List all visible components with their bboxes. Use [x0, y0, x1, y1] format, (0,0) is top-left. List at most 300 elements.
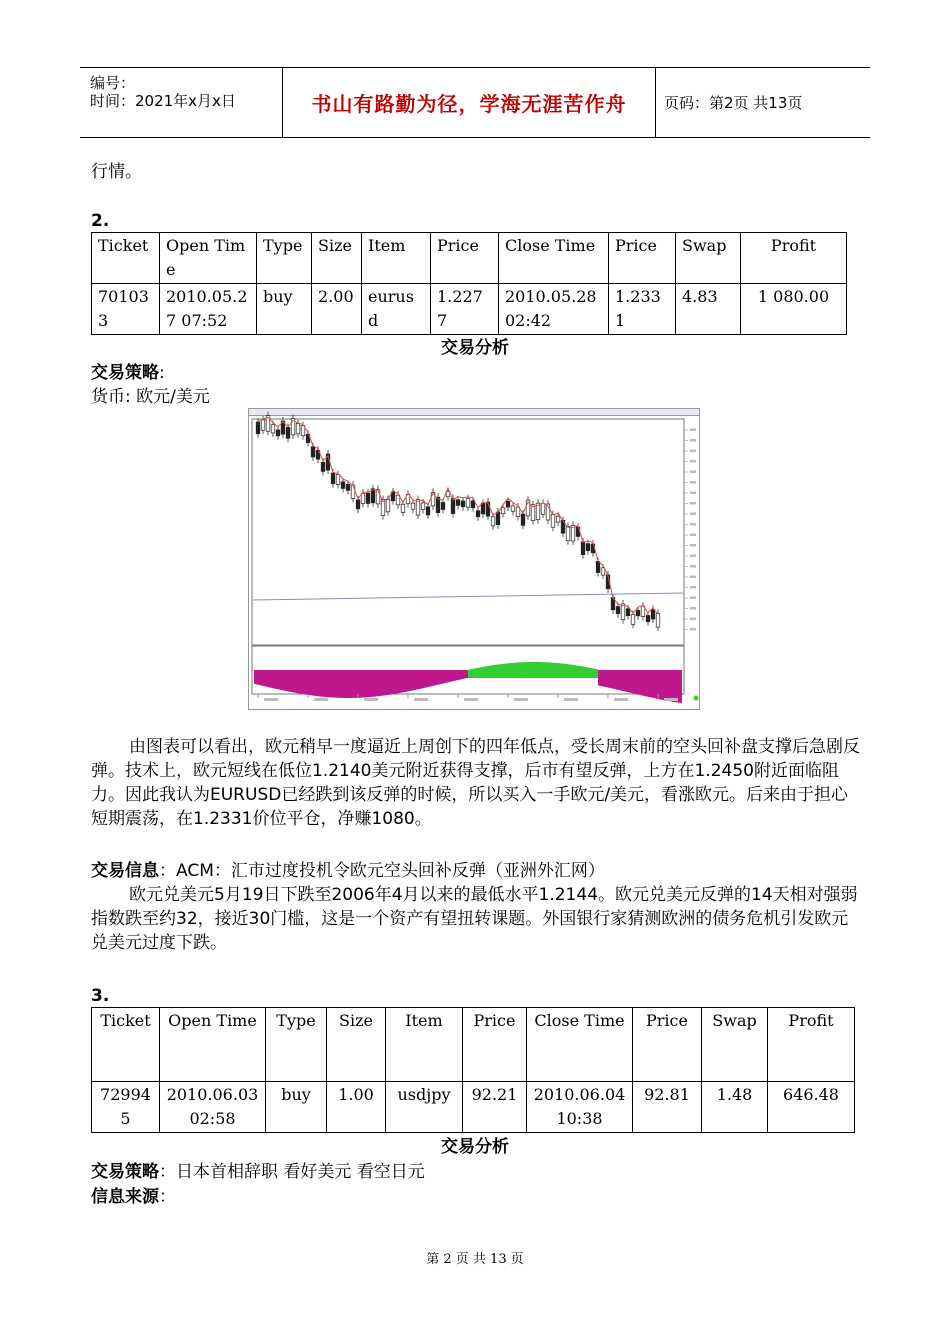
candle-body [336, 475, 340, 485]
trade2-paragraph-2: 欧元兑美元5月19日下跌至2006年4月以来的最低水平1.2144。欧元兑美元反弹的14天相对强弱指数跌至约32，接近30门槛，这是一个资产有望扭转课题。外国银行家猜测欧洲的债务危机引发欧元兑美元过度下跌。 [91, 885, 858, 953]
header-cell: Profit [768, 1008, 855, 1082]
indicator-bar [340, 670, 342, 698]
indicator-bar [444, 670, 446, 683]
indicator-bar [562, 664, 564, 678]
indicator-bar [302, 670, 304, 694]
indicator-bar [380, 670, 382, 696]
indicator-bar [516, 663, 518, 678]
indicator-bar [644, 670, 646, 696]
candle-body [351, 485, 355, 498]
table-header-row [92, 233, 847, 284]
header-cell: Price [463, 1008, 527, 1082]
indicator-bar [486, 666, 488, 678]
indicator-bar [612, 670, 614, 689]
axis-tick-label [690, 576, 696, 579]
axis-tick-label [690, 586, 696, 589]
indicator-bar [484, 667, 486, 678]
indicator-bar [274, 670, 276, 689]
indicator-bar [618, 670, 620, 690]
indicator-bar [286, 670, 288, 691]
candle-body [451, 498, 455, 513]
indicator-bar [262, 670, 264, 686]
source-label: 信息来源 [91, 1187, 159, 1207]
chart-titlebar [249, 409, 700, 416]
indicator-bar [360, 670, 362, 698]
indicator-bar [408, 670, 410, 691]
candle-body [466, 499, 470, 508]
indicator-bar [614, 670, 616, 689]
date-tick-label [314, 698, 328, 701]
indicator-bar [430, 670, 432, 686]
candle-body [321, 462, 325, 471]
indicator-bar [428, 670, 430, 687]
indicator-bar [296, 670, 298, 693]
indicator-bar [382, 670, 384, 696]
chart-svg [248, 408, 700, 710]
indicator-bar [334, 670, 336, 698]
indicator-bar [610, 670, 612, 688]
header-page-cell [656, 68, 870, 137]
candle-body [656, 613, 660, 627]
date-tick-label [264, 698, 278, 701]
indicator-bar [390, 670, 392, 694]
header-cell: Price [609, 233, 676, 284]
indicator-bar [492, 665, 494, 678]
indicator-bar [328, 670, 330, 697]
indicator-bar [258, 670, 260, 685]
indicator-bar [654, 670, 656, 698]
motto: 书山有路勤为径，学海无涯苦作舟 [311, 92, 627, 116]
indicator-bar [548, 662, 550, 678]
indicator-bar [386, 670, 388, 695]
axis-tick-label [690, 628, 696, 631]
candle-body [411, 503, 415, 509]
header-cell: Size [312, 233, 362, 284]
indicator-bar [678, 670, 680, 703]
indicator-bar [280, 670, 282, 690]
source-colon: ： [159, 1187, 176, 1207]
indicator-bar [290, 670, 292, 692]
table-cell: 1 080.00 [741, 284, 847, 335]
indicator-bar [456, 670, 458, 680]
candle-body [341, 482, 345, 489]
indicator-bar [546, 662, 548, 678]
indicator-bar [458, 670, 460, 680]
candle-body [491, 517, 495, 526]
indicator-bar [400, 670, 402, 693]
indicator-bar [522, 662, 524, 678]
eurusd-chart [248, 408, 700, 710]
indicator-bar [288, 670, 290, 692]
indicator-bar [322, 670, 324, 697]
indicator-bar [588, 668, 590, 678]
table-cell: 646.48 [768, 1082, 855, 1133]
indicator-bar [324, 670, 326, 697]
indicator-bar [404, 670, 406, 692]
page-header [80, 67, 870, 138]
header-cell: Type [266, 1008, 327, 1082]
indicator-bar [448, 670, 450, 682]
trade3-analysis-title: 交易分析 [441, 1137, 509, 1157]
date-tick-label [514, 698, 528, 701]
indicator-bar [602, 670, 604, 686]
table-cell: buy [257, 284, 312, 335]
trade2-paragraph-1: 由图表可以看出，欧元稍早一度逼近上周创下的四年低点，受长周末前的空头回补盘支撑后急剧反弹。技术上，欧元短线在低位1.2140美元附近获得支撑，后市有望反弹，上方在1.2450附近面临阻力。因此我认为EURUSD已经跌到该反弹的时候，所以买入一手欧元/美元，看涨欧元。后来由于担心短期震荡，在1.2331价位平仓，净赚1080。 [91, 737, 860, 829]
candle-body [356, 500, 360, 509]
indicator-bar [598, 670, 600, 686]
indicator-bar [432, 670, 434, 686]
indicator-bar [316, 670, 318, 696]
indicator-bar [520, 662, 522, 678]
indicator-bar [504, 664, 506, 678]
table-cell: 92.21 [463, 1082, 527, 1133]
date-tick-label [464, 698, 478, 701]
header-cell: Close Time [499, 233, 609, 284]
candle-body [551, 515, 555, 528]
indicator-bar [414, 670, 416, 690]
indicator-bar [540, 662, 542, 678]
indicator-bar [406, 670, 408, 692]
indicator-bar [622, 670, 624, 691]
indicator-bar [446, 670, 448, 683]
indicator-bar [490, 666, 492, 678]
indicator-bar [660, 670, 662, 700]
indicator-bar [628, 670, 630, 692]
trade3-source [91, 1185, 176, 1209]
indicator-bar [534, 662, 536, 678]
indicator-bar [524, 662, 526, 678]
indicator-bar [374, 670, 376, 697]
indicator-bar [494, 665, 496, 678]
candle-body [616, 607, 620, 614]
strategy-label: 交易策略 [91, 1162, 159, 1182]
indicator-bar [512, 663, 514, 678]
header-cell: Swap [702, 1008, 768, 1082]
date-tick-label [564, 698, 578, 701]
header-cell: Type [257, 233, 312, 284]
indicator-bar [674, 670, 676, 702]
table-cell: 1.48 [702, 1082, 768, 1133]
axis-tick-label [690, 597, 696, 600]
indicator-bar [332, 670, 334, 698]
indicator-bar [314, 670, 316, 696]
indicator-bar [426, 670, 428, 687]
indicator-bar [616, 670, 618, 690]
indicator-bar [282, 670, 284, 690]
indicator-bar [278, 670, 280, 690]
indicator-bar [676, 670, 678, 702]
candle-body [346, 484, 350, 490]
indicator-bar [368, 670, 370, 697]
candle-body [631, 615, 635, 625]
indicator-bar [638, 670, 640, 695]
axis-tick-label [690, 544, 696, 547]
indicator-bar [254, 670, 256, 684]
header-meta-cell [80, 68, 283, 137]
indicator-bar [626, 670, 628, 692]
indicator-bar [508, 663, 510, 678]
indicator-bar [294, 670, 296, 693]
axis-tick-label [690, 471, 696, 474]
indicator-bar [634, 670, 636, 694]
indicator-bar [306, 670, 308, 695]
indicator-bar [396, 670, 398, 693]
header-cell: Open Time [160, 233, 257, 284]
indicator-bar [570, 665, 572, 678]
indicator-bar [394, 670, 396, 694]
indicator-bar [256, 670, 258, 684]
candle-body [646, 615, 650, 621]
indicator-bar [472, 669, 474, 678]
indicator-bar [464, 670, 466, 679]
indicator-bar [460, 670, 462, 679]
indicator-bar [564, 664, 566, 678]
candle-body [441, 502, 445, 509]
indicator-bar [462, 670, 464, 679]
indicator-bar [596, 669, 598, 678]
trade3-number: 3. [91, 986, 110, 1006]
indicator-bar [468, 670, 470, 678]
indicator-bar [542, 662, 544, 678]
strategy-label: 交易策略 [91, 363, 159, 383]
indicator-bar [354, 670, 356, 698]
indicator-bar [566, 664, 568, 678]
indicator-bar [342, 670, 344, 698]
indicator-bar [272, 670, 274, 688]
indicator-bar [652, 670, 654, 698]
header-cell: Close Time [527, 1008, 633, 1082]
axis-tick-label [690, 502, 696, 505]
indicator-bar [466, 670, 468, 678]
candle-body [331, 473, 335, 484]
candle-body [311, 447, 315, 457]
candle-body [521, 514, 525, 525]
indicator-bar [336, 670, 338, 698]
indicator-bar [476, 668, 478, 678]
indicator-bar [642, 670, 644, 696]
axis-tick-label [690, 450, 696, 453]
indicator-bar [402, 670, 404, 692]
table-cell: eurusd [362, 284, 431, 335]
trade2-number: 2. [91, 211, 110, 231]
trade3-strategy [91, 1160, 425, 1184]
strategy-text: ：日本首相辞职 看好美元 看空日元 [159, 1162, 425, 1182]
indicator-bar [630, 670, 632, 693]
indicator-bar [576, 666, 578, 678]
candle-body [581, 542, 585, 555]
header-cell: Price [431, 233, 499, 284]
indicator-bar [422, 670, 424, 688]
table-cell: 92.81 [633, 1082, 702, 1133]
header-cell: Size [327, 1008, 386, 1082]
axis-tick-label [690, 555, 696, 558]
candle-body [421, 503, 425, 510]
indicator-bar [276, 670, 278, 689]
indicator-bar [528, 662, 530, 678]
indicator-bar [624, 670, 626, 691]
candle-body [271, 425, 275, 433]
header-cell: Swap [676, 233, 741, 284]
table-header-row [92, 1008, 855, 1082]
indicator-bar [632, 670, 634, 693]
indicator-bar [398, 670, 400, 693]
indicator-bar [420, 670, 422, 689]
axis-tick-label [690, 460, 696, 463]
indicator-bar [648, 670, 650, 697]
trade2-strategy [91, 361, 165, 385]
indicator-bar [560, 663, 562, 678]
indicator-bar [320, 670, 322, 697]
candle-body [261, 420, 265, 430]
indicator-bar [438, 670, 440, 684]
axis-tick-label [690, 618, 696, 621]
strategy-colon: : [159, 363, 165, 383]
table-cell: 2010.06.03 02:58 [160, 1082, 266, 1133]
indicator-bar [496, 665, 498, 678]
table-cell: 1.00 [327, 1082, 386, 1133]
time-label: 时间：2021年x月x日 [90, 92, 236, 110]
indicator-bar [662, 670, 664, 700]
info-title: ：ACM：汇市过度投机令欧元空头回补反弹（亚洲外汇网） [159, 861, 605, 881]
candle-body [416, 500, 420, 515]
candle-body [636, 610, 640, 615]
indicator-bar [590, 668, 592, 678]
candle-body [626, 609, 630, 616]
indicator-bar [640, 670, 642, 695]
indicator-bar [480, 667, 482, 678]
indicator-bar [300, 670, 302, 694]
indicator-bar [292, 670, 294, 692]
candle-body [366, 493, 370, 503]
intro-tail: 行情。 [91, 162, 142, 182]
indicator-bar [636, 670, 638, 694]
axis-tick-label [690, 523, 696, 526]
indicator-bar [556, 663, 558, 678]
indicator-bar [488, 666, 490, 678]
candle-body [361, 493, 365, 503]
table-cell: 701033 [92, 284, 160, 335]
indicator-bar [552, 663, 554, 678]
indicator-bar [608, 670, 610, 688]
indicator-bar [582, 667, 584, 678]
indicator-bar [452, 670, 454, 681]
info-label: 交易信息 [91, 861, 159, 881]
indicator-bar [264, 670, 266, 686]
indicator-bar [568, 664, 570, 678]
indicator-bar [440, 670, 442, 684]
table-cell: 1.2277 [431, 284, 499, 335]
indicator-bar [352, 670, 354, 698]
indicator-bar [580, 666, 582, 678]
candle-body [276, 430, 280, 436]
indicator-bar [348, 670, 350, 698]
indicator-bar [510, 663, 512, 678]
candle-body [566, 526, 570, 540]
indicator-bar [454, 670, 456, 681]
indicator-bar [310, 670, 312, 695]
axis-tick-label [690, 481, 696, 484]
axis-tick-label [690, 607, 696, 610]
indicator-bar [554, 663, 556, 678]
indicator-bar [298, 670, 300, 693]
indicator-bar [672, 670, 674, 702]
header-cell: Open Time [160, 1008, 266, 1082]
table-cell: 2.00 [312, 284, 362, 335]
candle-body [471, 501, 475, 508]
candle-body [596, 561, 600, 572]
table-cell: buy [266, 1082, 327, 1133]
indicator-bar [384, 670, 386, 695]
header-cell: Price [633, 1008, 702, 1082]
indicator-bar [646, 670, 648, 697]
indicator-bar [372, 670, 374, 697]
candle-body [511, 506, 515, 511]
indicator-bar [572, 665, 574, 678]
candle-body [296, 424, 300, 434]
page-number-label: 页码：第2页 共13页 [664, 94, 803, 112]
table-row [92, 1082, 855, 1133]
header-cell: Ticket [92, 233, 160, 284]
indicator-bar [470, 669, 472, 678]
candle-body [286, 427, 290, 438]
indicator-bar [578, 666, 580, 678]
header-cell: Item [386, 1008, 463, 1082]
header-motto-cell [283, 68, 656, 137]
number-label: 编号： [90, 74, 136, 92]
indicator-bar [502, 664, 504, 678]
candle-body [501, 508, 505, 514]
indicator-bar [620, 670, 622, 691]
trade3-table [91, 1007, 855, 1133]
table-row [92, 284, 847, 335]
indicator-bar [378, 670, 380, 696]
table-cell: 729945 [92, 1082, 160, 1133]
indicator-bar [478, 668, 480, 678]
indicator-bar [370, 670, 372, 697]
indicator-bar [498, 664, 500, 678]
axis-tick-label [690, 565, 696, 568]
indicator-bar [366, 670, 368, 697]
indicator-bar [416, 670, 418, 690]
indicator-bar [350, 670, 352, 698]
indicator-bar [312, 670, 314, 696]
trade2-table [91, 232, 847, 335]
indicator-bar [474, 668, 476, 678]
candle-body [256, 422, 260, 434]
indicator-bar [574, 665, 576, 678]
indicator-bar [606, 670, 608, 687]
table-cell: 2010.05.27 07:52 [160, 284, 257, 335]
indicator-bar [388, 670, 390, 695]
indicator-bar [362, 670, 364, 698]
indicator-bar [514, 663, 516, 678]
indicator-bar [664, 670, 666, 700]
indicator-bar [538, 662, 540, 678]
indicator-bar [600, 670, 602, 686]
indicator-bar [666, 670, 668, 701]
indicator-bar [418, 670, 420, 689]
table-cell: 2010.06.04 10:38 [527, 1082, 633, 1133]
date-tick-label [614, 698, 628, 701]
axis-tick-label [690, 439, 696, 442]
axis-tick-label [690, 492, 696, 495]
indicator-bar [550, 663, 552, 678]
indicator-bar [668, 670, 670, 701]
indicator-bar [670, 670, 672, 701]
candle-body [461, 501, 465, 507]
trade2-analysis-title: 交易分析 [441, 338, 509, 358]
indicator-bar [544, 662, 546, 678]
